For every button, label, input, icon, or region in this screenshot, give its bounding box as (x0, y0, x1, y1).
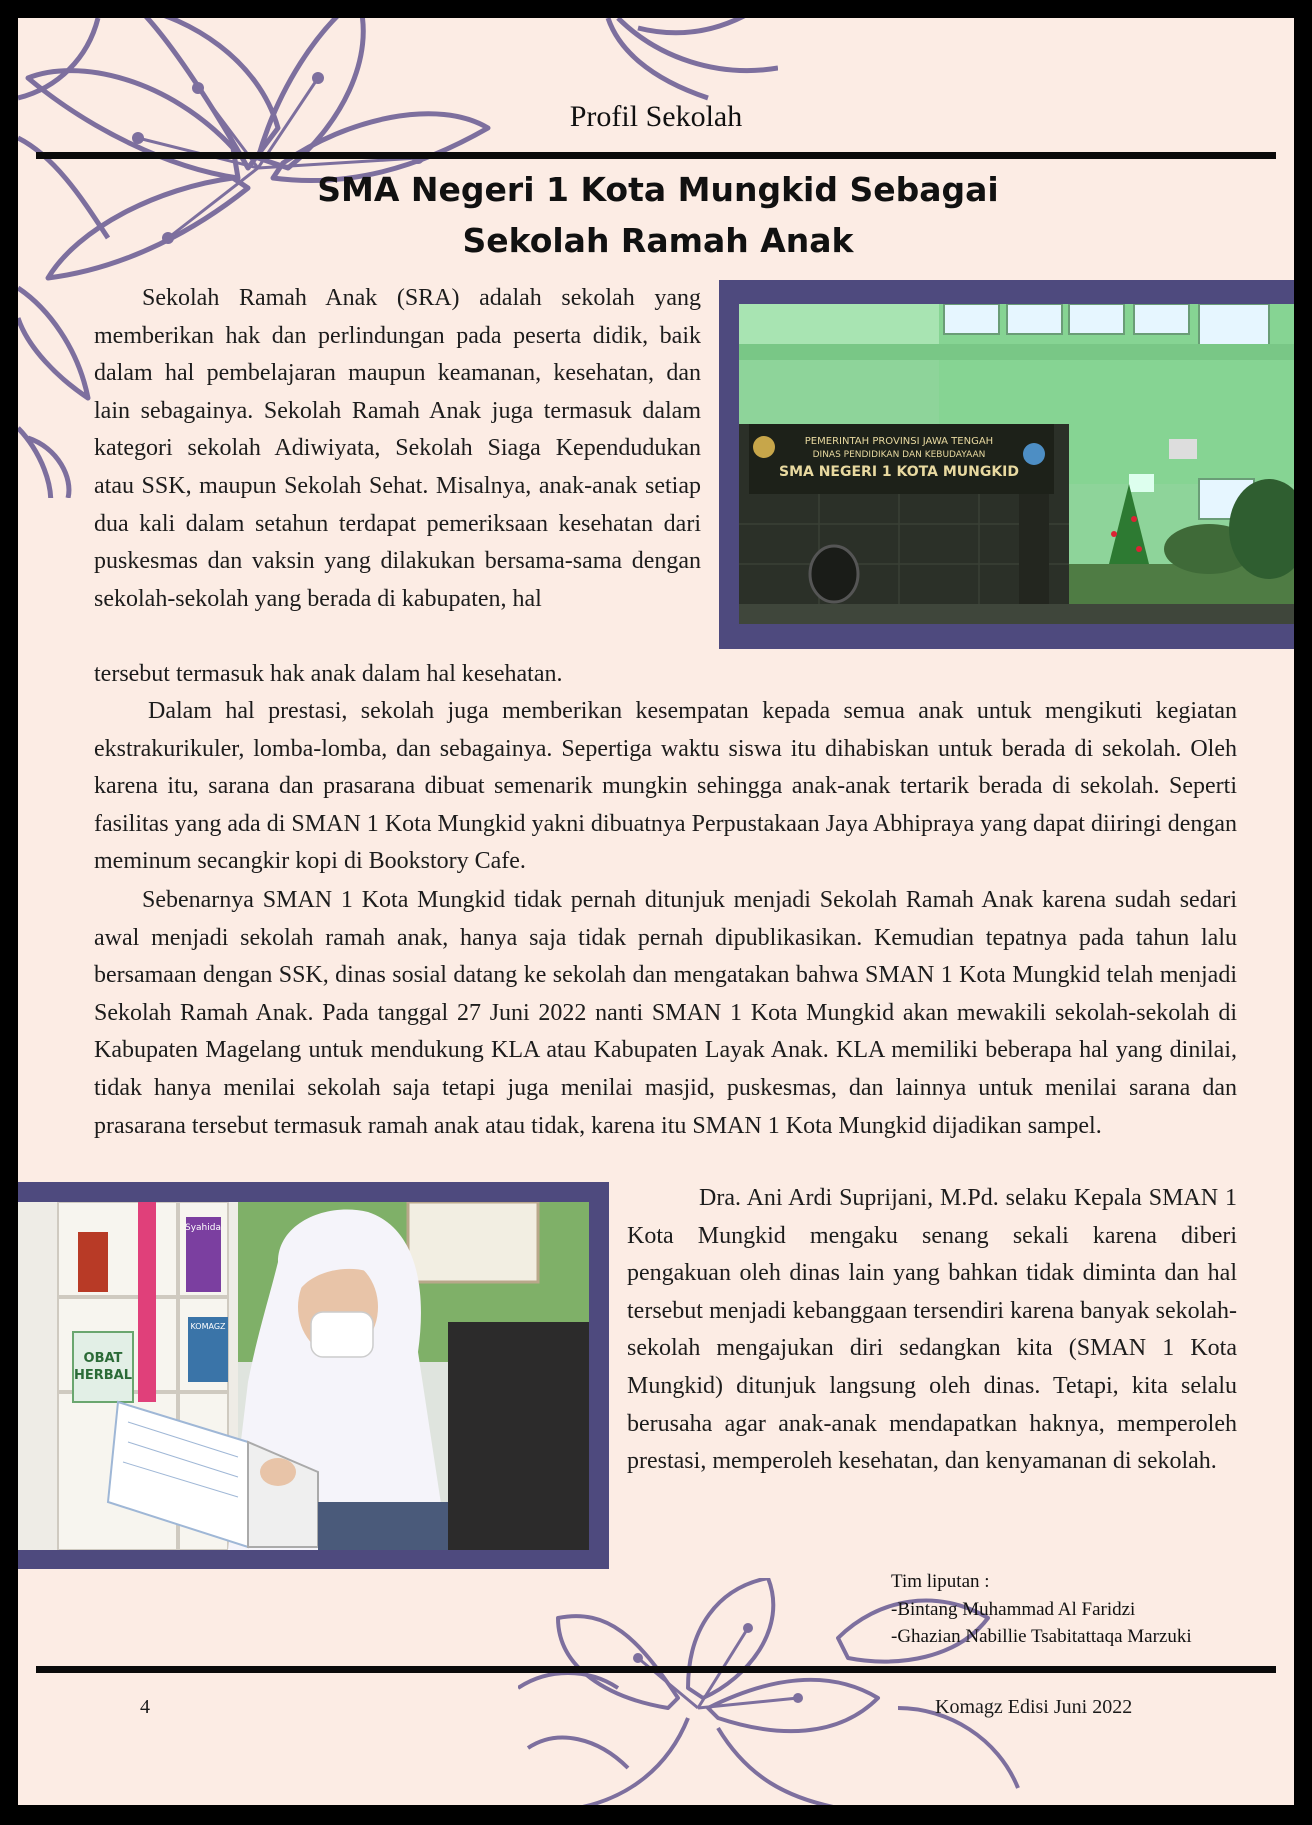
small-sign-text: KOMAGZ (190, 1322, 226, 1331)
sign-text-3: SMA NEGERI 1 KOTA MUNGKID (778, 464, 1020, 480)
paragraph-1: Sekolah Ramah Anak (SRA) adalah sekolah yang memberikan hak dan perlindungan pada peserta didik, baik dalam hal pembelajaran maupun keamanan, kesehatan, dan lain sebagainya. Sekolah Ramah Anak juga termasuk dalam kategori sekolah Adiwiyata, Sekolah Siaga Kependudukan atau SSK, maupun Sekolah Sehat. Misalnya, anak-anak setiap dua kali dalam setahun terdapat pemeriksaan kesehatan dari puskesmas dan vaksin yang dilakukan bersama-sama dengan sekolah-sekolah yang berada di kabupaten, hal (94, 285, 701, 612)
magazine-page (18, 18, 1294, 1805)
page-number: 4 (140, 1696, 150, 1718)
title-line-1: SMA Negeri 1 Kota Mungkid Sebagai (317, 170, 999, 209)
paragraph-1-tail: tersebut termasuk hak anak dalam hal kesehatan. (94, 661, 563, 687)
title-line-2: Sekolah Ramah Anak (462, 221, 854, 260)
top-rule (36, 152, 1276, 159)
bottom-rule (36, 1666, 1276, 1673)
paragraph-3: Sebenarnya SMAN 1 Kota Mungkid tidak pernah ditunjuk menjadi Sekolah Ramah Anak karena sudah sedari awal menjadi sekolah ramah anak, hanya saja tidak pernah dipublikasikan. Kemudian tepatnya pada tahun lalu bersamaan dengan SSK, dinas sosial datang ke sekolah dan mengatakan bahwa SMAN 1 Kota Mungkid telah menjadi Sekolah Ramah Anak. Pada tanggal 27 Juni 2022 nanti SMAN 1 Kota Mungkid akan mewakili sekolah-sekolah di Kabupaten Magelang untuk mendukung KLA atau Kabupaten Layak Anak. KLA memiliki beberapa hal yang dinilai, tidak hanya menilai sekolah saja tetapi juga menilai masjid, puskesmas, dan lainnya untuk menilai sarana dan prasarana tersebut termasuk ramah anak atau tidak, karena itu SMAN 1 Kota Mungkid dijadikan sampel. (94, 887, 1237, 1139)
article-title (218, 164, 1098, 266)
school-building-photo (739, 304, 1294, 624)
sign-text-2: DINAS PENDIDIKAN DAN KEBUDAYAAN (812, 450, 986, 460)
herbal-sign-text-1: OBAT (83, 1351, 123, 1366)
student-reading-photo (18, 1202, 589, 1550)
sign-text-1: PEMERINTAH PROVINSI JAWA TENGAH (804, 436, 994, 447)
edition-label: Komagz Edisi Juni 2022 (935, 1696, 1133, 1718)
credits-member-1: -Bintang Muhammad Al Faridzi (891, 1598, 1136, 1620)
paragraph-2: Dalam hal prestasi, sekolah juga memberikan kesempatan kepada semua anak untuk mengikuti kegiatan ekstrakurikuler, lomba-lomba, dan sebagainya. Sepertiga waktu siswa itu dihabiskan untuk berada di sekolah. Oleh karena itu, sarana dan prasarana dibuat semenarik mungkin sehingga anak-anak tertarik berada di sekolah. Seperti fasilitas yang ada di SMAN 1 Kota Mungkid yakni dibuatnya Perpustakaan Jaya Abhipraya yang dapat diiringi dengan meminum secangkir kopi di Bookstory Cafe. (94, 698, 1237, 875)
section-label: Profil Sekolah (569, 100, 743, 133)
credits-heading: Tim liputan : (891, 1571, 990, 1592)
herbal-sign-text-2: HERBAL (73, 1368, 133, 1383)
credits-member-2: -Ghazian Nabillie Tsabitattaqa Marzuki (891, 1626, 1192, 1647)
credits-block (891, 1568, 1192, 1651)
book-spine-text: Syahida (185, 1223, 221, 1233)
paragraph-4: Dra. Ani Ardi Suprijani, M.Pd. selaku Kepala SMAN 1 Kota Mungkid mengaku senang sekali karena diberi pengakuan oleh dinas lain yang bahkan tidak diminta dan hal tersebut menjadi kebanggaan tersendiri karena banyak sekolah-sekolah mengajukan diri sedangkan kita (SMAN 1 Kota Mungkid) ditunjuk langsung oleh dinas. Tetapi, kita selalu berusaha agar anak-anak mendapatkan haknya, memperoleh prestasi, memperoleh kesehatan, dan kenyamanan di sekolah. (627, 1185, 1237, 1475)
